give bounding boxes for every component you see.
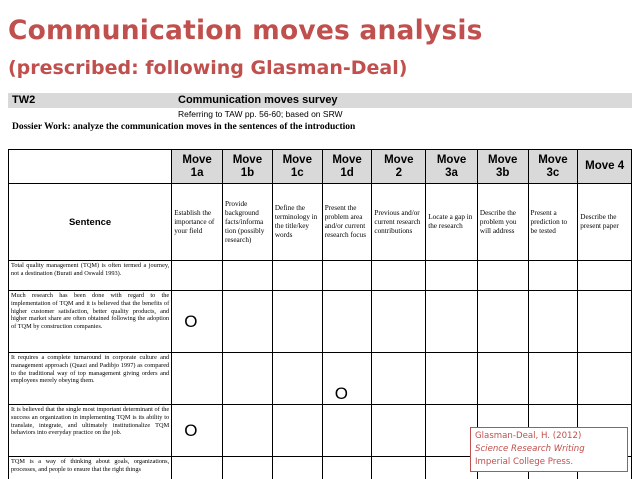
table-cell bbox=[528, 261, 578, 291]
table-cell bbox=[222, 353, 272, 405]
move-desc-4: Describe the present paper bbox=[578, 184, 632, 261]
table-row bbox=[9, 261, 632, 291]
sentence-text: Total quality management (TQM) is often termed a journey, not a destination (Burati and Oswald 1993). bbox=[9, 261, 172, 291]
table-cell bbox=[322, 405, 372, 457]
table-cell bbox=[477, 261, 528, 291]
table-cell bbox=[222, 457, 272, 479]
table-cell bbox=[578, 291, 632, 353]
move-desc-1a: Establish the importance of your field bbox=[172, 184, 223, 261]
table-cell bbox=[477, 291, 528, 353]
move-header-1c: Move 1c bbox=[272, 150, 322, 184]
table-cell bbox=[426, 291, 478, 353]
table-cell bbox=[322, 261, 372, 291]
citation-publisher: Imperial College Press. bbox=[475, 457, 574, 467]
move-mark: O bbox=[172, 291, 223, 353]
survey-reference: Referring to TAW pp. 56-60; based on SRW bbox=[178, 109, 343, 119]
table-cell bbox=[372, 291, 426, 353]
move-desc-1d: Present the problem area and/or current research focus bbox=[322, 184, 372, 261]
slide-title: Communication moves analysis bbox=[8, 15, 483, 46]
sentence-text: It is believed that the single most important determinant of the success an organization in implementing TQM is its ability to translate, integrate, and ultimately institutionalize TQM behaviors into everyday practice on the job. bbox=[9, 405, 172, 457]
moves-header-row bbox=[9, 150, 632, 184]
move-mark: O bbox=[322, 353, 372, 405]
move-desc-1c: Define the terminology in the title/key words bbox=[272, 184, 322, 261]
move-header-3a: Move 3a bbox=[426, 150, 478, 184]
table-cell bbox=[172, 261, 223, 291]
table-row bbox=[9, 353, 632, 405]
move-header-2: Move 2 bbox=[372, 150, 426, 184]
move-header-1a: Move 1a bbox=[172, 150, 223, 184]
table-cell bbox=[272, 353, 322, 405]
table-cell bbox=[172, 457, 223, 479]
document-code: TW2 bbox=[12, 94, 36, 106]
table-cell bbox=[222, 261, 272, 291]
sentence-text: TQM is a way of thinking about goals, organizations, processes, and people to ensure that the right things bbox=[9, 457, 172, 479]
move-desc-1b: Provide background facts/informa tion (possibly research) bbox=[222, 184, 272, 261]
move-desc-3c: Present a prediction to be tested bbox=[528, 184, 578, 261]
move-desc-2: Previous and/or current research contributions bbox=[372, 184, 426, 261]
table-cell bbox=[578, 353, 632, 405]
moves-description-row bbox=[9, 184, 632, 261]
table-cell bbox=[426, 261, 478, 291]
sentence-text: It requires a complete turnaround in corporate culture and management approach (Quazi and Padibjo 1997) as compared to the traditional way of top management giving orders and employees merely obeying them. bbox=[9, 353, 172, 405]
corner-cell bbox=[9, 150, 172, 184]
table-cell bbox=[578, 261, 632, 291]
table-cell bbox=[322, 457, 372, 479]
table-cell bbox=[477, 353, 528, 405]
table-cell bbox=[272, 261, 322, 291]
slide-subtitle: (prescribed: following Glasman-Deal) bbox=[8, 57, 408, 79]
table-cell bbox=[372, 457, 426, 479]
sentence-text: Much research has been done with regard to the implementation of TQM and it is believed that the benefits of higher customer satisfaction, better quality products, and higher market share are often obtained following the adoption of TQM by construction companies. bbox=[9, 291, 172, 353]
table-cell bbox=[426, 353, 478, 405]
table-cell bbox=[372, 261, 426, 291]
citation-book-title: Science Research Writing bbox=[475, 444, 585, 454]
table-cell bbox=[272, 457, 322, 479]
survey-title: Communication moves survey bbox=[178, 94, 338, 106]
move-header-1d: Move 1d bbox=[322, 150, 372, 184]
move-mark: O bbox=[172, 405, 223, 457]
table-cell bbox=[528, 353, 578, 405]
move-desc-3b: Describe the problem you will address bbox=[477, 184, 528, 261]
table-cell bbox=[172, 353, 223, 405]
table-cell bbox=[322, 291, 372, 353]
table-cell bbox=[272, 405, 322, 457]
dossier-instruction: Dossier Work: analyze the communication moves in the sentences of the introduction bbox=[12, 122, 356, 132]
sentence-column-header: Sentence bbox=[9, 184, 172, 261]
citation-box bbox=[470, 427, 628, 472]
table-row bbox=[9, 291, 632, 353]
table-cell bbox=[222, 405, 272, 457]
table-cell bbox=[372, 353, 426, 405]
move-header-4: Move 4 bbox=[578, 150, 632, 184]
move-desc-3a: Locate a gap in the research bbox=[426, 184, 478, 261]
table-cell bbox=[222, 291, 272, 353]
move-header-3b: Move 3b bbox=[477, 150, 528, 184]
table-cell bbox=[272, 291, 322, 353]
move-header-3c: Move 3c bbox=[528, 150, 578, 184]
citation-author: Glasman-Deal, H. (2012) bbox=[475, 431, 582, 441]
move-header-1b: Move 1b bbox=[222, 150, 272, 184]
survey-document bbox=[8, 93, 632, 479]
table-cell bbox=[528, 291, 578, 353]
table-cell bbox=[372, 405, 426, 457]
